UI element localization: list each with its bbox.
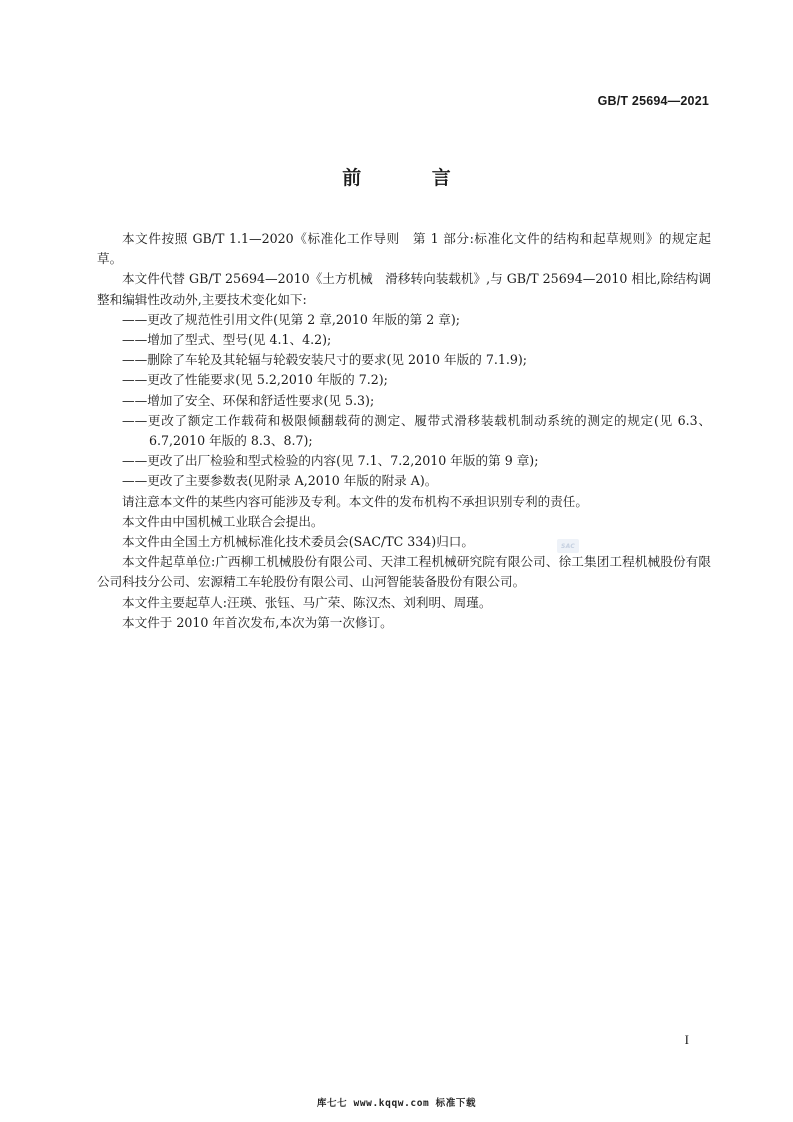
list-item: ——更改了性能要求(见 5.2,2010 年版的 7.2); [122,372,388,388]
page-title: 前 言 [342,167,483,189]
paragraph: 本文件主要起草人:汪瑛、张钰、马广荣、陈汉杰、刘利明、周瑾。 [122,594,492,610]
paragraph: 本文件于 2010 年首次发布,本次为第一次修订。 [122,614,393,630]
download-footer: 库七七 www.kqqw.com 标准下载 [316,1098,477,1109]
list-item: ——增加了安全、环保和舒适性要求(见 5.3); [122,392,375,408]
paragraph: 请注意本文件的某些内容可能涉及专利。本文件的发布机构不承担识别专利的责任。 [122,493,588,509]
list-item: ——删除了车轮及其轮辐与轮毂安装尺寸的要求(见 2010 年版的 7.1.9); [122,352,528,368]
paragraph: 本文件起草单位:广西柳工机械股份有限公司、天津工程机械研究院有限公司、徐工集团工程机械股份有限公司科技分公司、宏源精工车轮股份有限公司、山河智能装备股份有限公司。 [97,554,711,590]
paragraph: 本文件由全国土方机械标准化技术委员会(SAC/TC 334)归口。 [122,534,474,550]
sac-watermark-logo: SAC [557,539,579,553]
paragraph: 本文件代替 GB/T 25694—2010《土方机械 滑移转向装载机》,与 GB/T 25694—2010 相比,除结构调整和编辑性改动外,主要技术变化如下: [97,271,711,307]
list-item: ——更改了出厂检验和型式检验的内容(见 7.1、7.2,2010 年版的第 9 章); [122,453,539,469]
list-item: ——更改了规范性引用文件(见第 2 章,2010 年版的第 2 章); [122,311,461,327]
paragraph: 本文件按照 GB/T 1.1—2020《标准化工作导则 第 1 部分:标准化文件的结构和起草规则》的规定起草。 [97,231,711,267]
list-item: ——更改了额定工作载荷和极限倾翻载荷的测定、履带式滑移装载机制动系统的测定的规定(见 6.3、6.7,2010 年版的 8.3、8.7); [122,412,711,449]
foreword-body [97,229,711,633]
list-item: ——更改了主要参数表(见附录 A,2010 年版的附录 A)。 [122,473,438,489]
paragraph: 本文件由中国机械工业联合会提出。 [122,513,324,529]
list-item: ——增加了型式、型号(见 4.1、4.2); [122,332,332,348]
standard-code: GB/T 25694—2021 [597,94,709,108]
page-number: I [684,1032,689,1047]
